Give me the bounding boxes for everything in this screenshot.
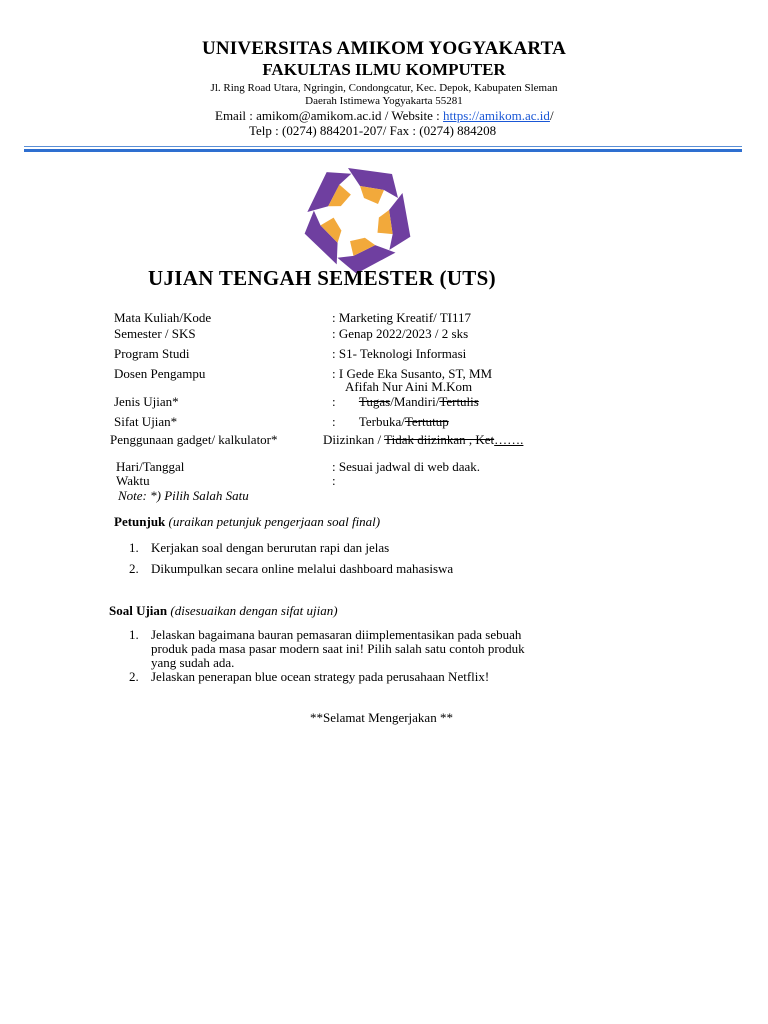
question-item: 2. Jelaskan penerapan blue ocean strategy pada perusahaan Netflix! [129,669,490,684]
email-text: Email : amikom@amikom.ac.id / Website : [215,108,444,123]
exam-type-tugas: Tugas [358,394,391,409]
exam-title: UJIAN TENGAH SEMESTER (UTS) [148,266,496,290]
date-label: Hari/Tanggal [116,459,185,474]
exam-type-mandiri: /Mandiri/ [390,394,440,409]
address-line-2: Daerah Istimewa Yogyakarta 55281 [305,95,463,107]
questions-label: Soal Ujian [109,603,168,618]
exam-type-tertulis: Tertulis [439,394,479,409]
time-label: Waktu [116,473,150,488]
program-label: Program Studi [114,346,190,361]
gadget-value [323,432,523,448]
header-divider-thick [24,149,742,152]
exam-type-label: Jenis Ujian* [114,394,179,409]
phone-line: Telp : (0274) 884201-207/ Fax : (0274) 884208 [249,123,497,138]
website-link[interactable]: https://amikom.ac.id [443,108,550,123]
amikom-logo-icon [297,163,419,273]
question-item-cont: yang sudah ada. [151,655,235,670]
exam-nature-label: Sifat Ujian* [114,414,178,429]
closing-text: **Selamat Mengerjakan ** [310,710,453,725]
time-value: : [332,473,336,488]
semester-label: Semester / SKS [114,326,196,341]
questions-desc: (disesuaikan dengan sifat ujian) [167,603,338,618]
instruction-item: 1. Kerjakan soal dengan berurutan rapi dan jelas [129,540,390,555]
faculty-name: FAKULTAS ILMU KOMPUTER [262,60,506,79]
exam-nature-tertutup: Tertutup [404,414,449,429]
questions-heading [109,603,338,619]
question-item-cont: produk pada masa pasar modern saat ini! Pilih salah satu contoh produk [151,641,525,656]
address-line-1: Jl. Ring Road Utara, Ngringin, Condongcatur, Kec. Depok, Kabupaten Sleman [210,82,558,94]
course-label: Mata Kuliah/Kode [114,310,212,325]
choice-note: Note: *) Pilih Salah Satu [118,488,249,503]
gadget-not-allowed: Tidak diizinkan , Ket [384,432,495,447]
semester-value: : Genap 2022/2023 / 2 sks [332,326,469,341]
university-name: UNIVERSITAS AMIKOM YOGYAKARTA [201,38,567,59]
question-item: 1. Jelaskan bagaimana bauran pemasaran diimplementasikan pada sebuah [129,627,522,642]
date-value: : Sesuai jadwal di web daak. [332,459,481,474]
exam-nature-terbuka: Terbuka/ [358,414,405,429]
website-suffix: / [549,108,554,123]
lecturer-value-1: : I Gede Eka Susanto, ST, MM [332,366,493,381]
gadget-label: Penggunaan gadget/ kalkulator* [110,432,278,447]
program-value: : S1- Teknologi Informasi [332,346,467,361]
lecturer-label: Dosen Pengampu [114,366,206,381]
course-value: : Marketing Kreatif/ TI117 [332,310,471,325]
exam-nature-colon: : [332,414,336,429]
header-divider-thin [24,146,742,147]
lecturer-value-2: Afifah Nur Aini M.Kom [345,379,473,394]
gadget-dots: ……. [494,432,524,447]
instruction-item: 2. Dikumpulkan secara online melalui dashboard mahasiswa [129,561,454,576]
email-website-line [215,108,554,124]
gadget-allowed: Diizinkan / [323,432,385,447]
exam-type-value [332,394,479,410]
instructions-label: Petunjuk [114,514,166,529]
exam-type-colon: : [332,394,336,409]
exam-nature-value [332,414,449,430]
instructions-desc: (uraikan petunjuk pengerjaan soal final) [165,514,381,529]
instructions-heading [114,514,380,530]
